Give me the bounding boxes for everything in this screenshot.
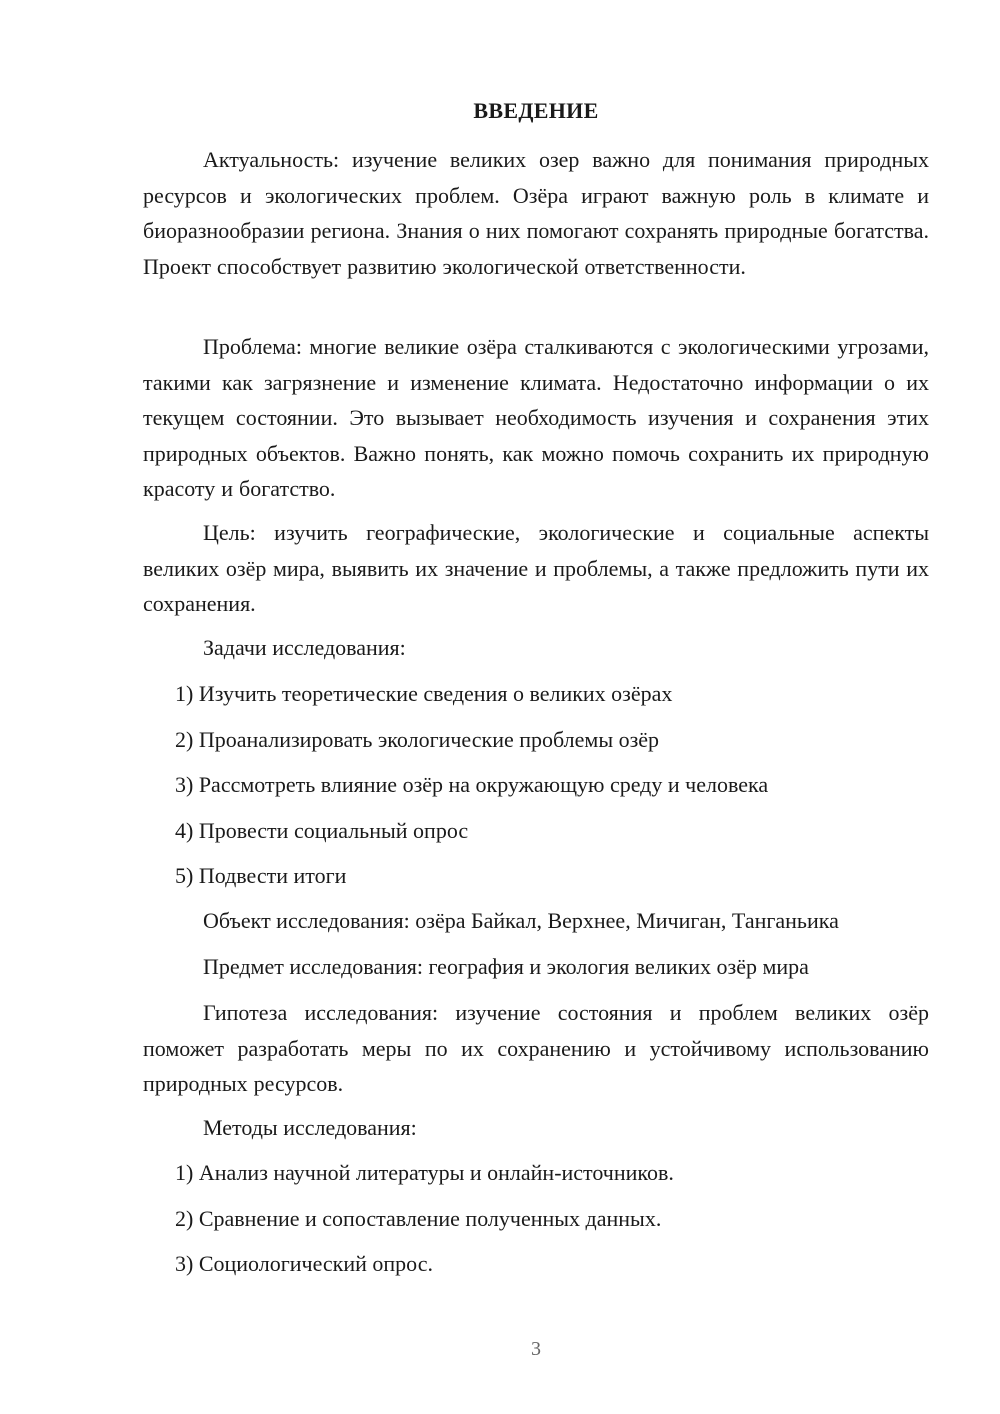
task-item: 4) Провести социальный опрос — [175, 818, 469, 843]
page-number: 3 — [531, 1338, 541, 1360]
problem-paragraph: Проблема: многие великие озёра сталкиваются с экологическими угрозами, такими как загрязнение и изменение климата. Недостаточно информации о их текущем состоянии. Это вызывает необходимость изучения и сохранения этих природных объектов. Важно понять, как можно помочь сохранить их природную красоту и богатство. — [143, 334, 929, 501]
task-item: 1) Изучить теоретические сведения о великих озёрах — [175, 681, 673, 706]
relevance-paragraph: Актуальность: изучение великих озер важно для понимания природных ресурсов и экологических проблем. Озёра играют важную роль в климате и биоразнообразии региона. Знания о них помогают сохранять природные богатства. Проект способствует развитию экологической ответственности. — [143, 147, 929, 279]
goal-paragraph: Цель: изучить географические, экологические и социальные аспекты великих озёр мира, выявить их значение и проблемы, а также предложить пути их сохранения. — [143, 520, 929, 616]
research-subject: Предмет исследования: география и экология великих озёр мира — [203, 954, 809, 979]
method-item: 1) Анализ научной литературы и онлайн-источников. — [175, 1160, 674, 1185]
task-item: 2) Проанализировать экологические проблемы озёр — [175, 727, 660, 752]
research-object: Объект исследования: озёра Байкал, Верхнее, Мичиган, Танганьика — [203, 908, 839, 933]
methods-heading: Методы исследования: — [203, 1115, 417, 1140]
tasks-heading: Задачи исследования: — [203, 635, 406, 660]
method-item: 2) Сравнение и сопоставление полученных данных. — [175, 1206, 662, 1231]
method-item: 3) Социологический опрос. — [175, 1251, 433, 1276]
task-item: 5) Подвести итоги — [175, 863, 347, 888]
task-item: 3) Рассмотреть влияние озёр на окружающую среду и человека — [175, 772, 769, 797]
hypothesis-paragraph: Гипотеза исследования: изучение состояния и проблем великих озёр поможет разработать меры по их сохранению и устойчивому использованию природных ресурсов. — [143, 1000, 929, 1096]
page-title: ВВЕДЕНИЕ — [473, 98, 599, 123]
